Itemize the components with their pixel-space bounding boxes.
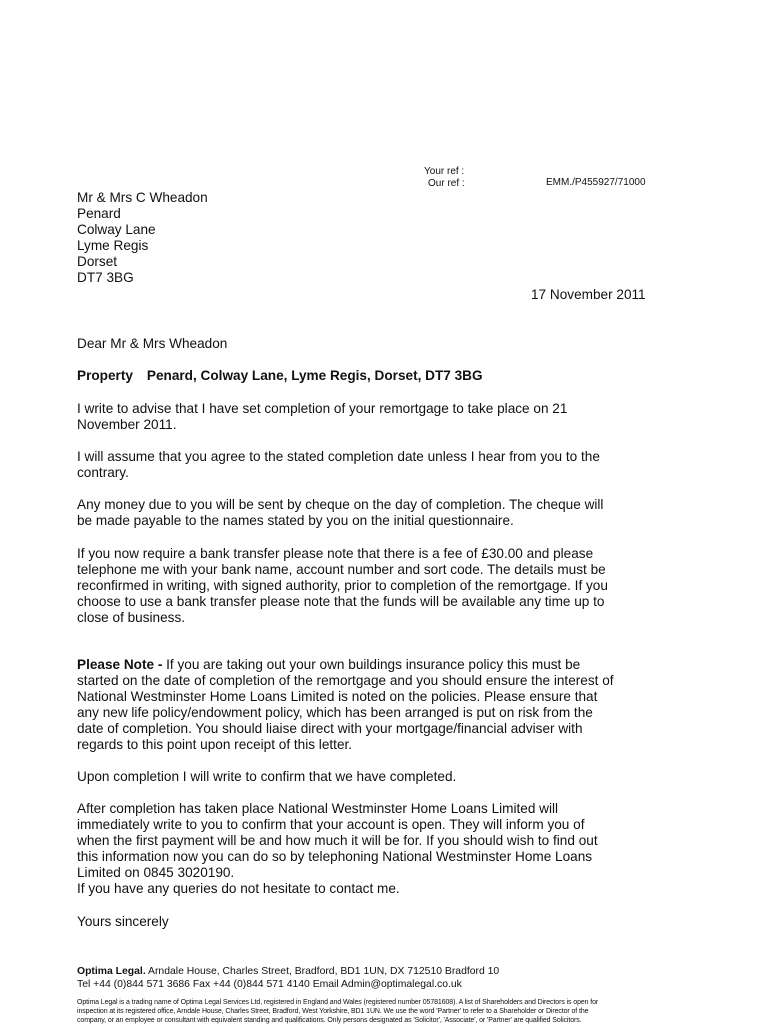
text-line: contrary. xyxy=(77,465,129,480)
footer-legal-line: inspection at its registered office, Arndale House, Charles Street, Bradford, West Yorkshire, BD1 1UN. We use the word 'Partner' to refer to a Shareholder or Director of the xyxy=(77,1008,589,1015)
our-ref-label: Our ref : xyxy=(428,178,465,189)
our-ref-value: EMM./P455927/71000 xyxy=(546,177,646,188)
text-line: November 2011. xyxy=(77,417,177,432)
address-line-name: Mr & Mrs C Wheadon xyxy=(77,190,208,205)
letter-date: 17 November 2011 xyxy=(531,287,646,302)
text-line: date of completion. You should liaise direct with your mortgage/financial adviser with xyxy=(77,721,583,736)
text-line: If you now require a bank transfer please note that there is a fee of £30.00 and please xyxy=(77,546,594,561)
property-heading xyxy=(77,368,483,384)
text-line: when the first payment will be and how much it will be for. If you should wish to find out xyxy=(77,833,598,848)
salutation: Dear Mr & Mrs Wheadon xyxy=(77,336,228,351)
paragraph-cheque xyxy=(77,497,677,529)
paragraph-completion-date xyxy=(77,401,677,433)
address-line-town: Lyme Regis xyxy=(77,238,149,253)
text-line: close of business. xyxy=(77,610,186,625)
address-line-street: Colway Lane xyxy=(77,222,156,237)
footer-legal-line: Optima Legal is a trading name of Optima Legal Services Ltd, registered in England and Wales (registered number 05781608). A list of Shareholders and Directors is open for xyxy=(77,999,599,1006)
please-note-label: Please Note - xyxy=(77,657,163,672)
address-line-house: Penard xyxy=(77,206,121,221)
address-line-county: Dorset xyxy=(77,254,118,269)
text-line: I write to advise that I have set completion of your remortgage to take place on 21 xyxy=(77,401,568,416)
text-line: reconfirmed in writing, with signed authority, prior to completion of the remortgage. If you xyxy=(77,578,608,593)
text-line xyxy=(77,657,677,673)
footer-company: Optima Legal. xyxy=(77,966,146,977)
footer-legal-line: company, or an employee or consultant with equivalent standing and qualifications. Only persons designated as 'Solicitor', 'Associate', or 'Partner' are qualified Solicitors. xyxy=(77,1017,582,1024)
text-line: started on the date of completion of the remortgage and you should ensure the interest of xyxy=(77,673,614,688)
text-span: If you are taking out your own buildings insurance policy this must be xyxy=(162,657,581,672)
closing: Yours sincerely xyxy=(77,914,169,929)
footer-legal xyxy=(77,998,598,1025)
text-line: immediately write to you to confirm that your account is open. They will inform you of xyxy=(77,817,585,832)
address-line-postcode: DT7 3BG xyxy=(77,270,134,285)
text-line: regards to this point upon receipt of this letter. xyxy=(77,737,353,752)
text-line: this information now you can do so by telephoning National Westminster Home Loans xyxy=(77,849,593,864)
text-line: choose to use a bank transfer please note that the funds will be available any time up to xyxy=(77,594,605,609)
paragraph-upon-completion xyxy=(77,769,677,785)
text-line: any new life policy/endowment policy, which has been arranged is put on risk from the xyxy=(77,705,593,720)
paragraph-assume-agreement xyxy=(77,449,677,481)
text-line: After completion has taken place National Westminster Home Loans Limited will xyxy=(77,801,559,816)
text-line: National Westminster Home Loans Limited is noted on the policies. Please ensure that xyxy=(77,689,598,704)
footer-address-line: Arndale House, Charles Street, Bradford, BD1 1UN, DX 712510 Bradford 10 xyxy=(145,966,500,977)
text-line: Limited on 0845 3020190. xyxy=(77,865,235,880)
text-line: telephone me with your bank name, account number and sort code. The details must be xyxy=(77,562,606,577)
text-line: I will assume that you agree to the stated completion date unless I hear from you to the xyxy=(77,449,600,464)
text-line: Any money due to you will be sent by cheque on the day of completion. The cheque will xyxy=(77,497,604,512)
property-label: Property xyxy=(77,368,133,383)
text-line: If you have any queries do not hesitate to contact me. xyxy=(77,881,400,896)
paragraph-please-note xyxy=(77,657,677,753)
property-value: Penard, Colway Lane, Lyme Regis, Dorset, DT7 3BG xyxy=(146,368,483,383)
text-line: be made payable to the names stated by you on the initial questionnaire. xyxy=(77,513,514,528)
footer-address xyxy=(77,966,499,979)
text-line: Upon completion I will write to confirm that we have completed. xyxy=(77,769,457,784)
footer-contact: Tel +44 (0)844 571 3686 Fax +44 (0)844 571 4140 Email Admin@optimalegal.co.uk xyxy=(77,979,462,990)
paragraph-bank-transfer xyxy=(77,546,677,626)
your-ref-label: Your ref : xyxy=(424,166,465,177)
recipient-address xyxy=(77,190,208,286)
paragraph-after-completion xyxy=(77,801,677,897)
